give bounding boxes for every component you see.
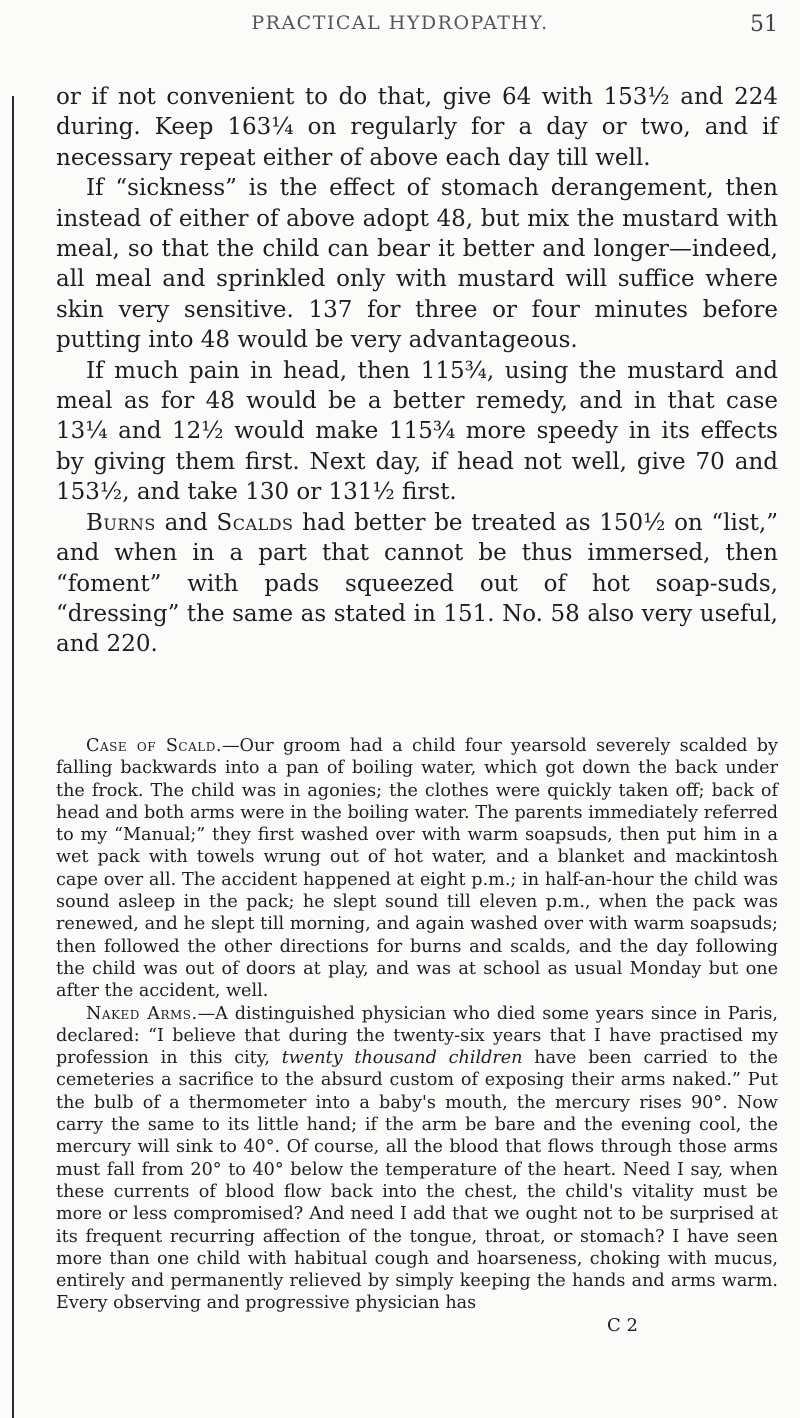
page-edge-rule: [12, 96, 14, 1418]
naked-arms-heading: Naked Arms.: [86, 1003, 198, 1024]
and-connector: and: [155, 509, 217, 536]
case-of-scald-heading: Case of Scald.: [86, 736, 222, 756]
naked-arms-emphasis: twenty thousand children: [281, 1048, 523, 1069]
burns-scalds-text: had better be treated as 150½ on “list,” and when in a part that cannot be thus immersed, then “foment” with pads squeezed out of hot soap-suds, “dressing” the same as stated in 151. No. 58 also very useful, and 220.: [56, 509, 778, 658]
naked-arms-text-1: —A distinguished physician who died some years since in Paris, declared: “I believe that during the twenty-six years that I have practised my profession in this city,: [56, 1003, 778, 1069]
page-header: [0, 12, 800, 52]
burns-heading: Burns: [86, 509, 156, 536]
paragraph-continuation: or if not convenient to do that, give 64 with 153½ and 224 during. Keep 163¼ on regularly for a day or two, and if necessary repeat either of above each day till well.: [56, 84, 778, 171]
case-of-scald-paragraph: [56, 735, 778, 1003]
small-print-section: [56, 735, 778, 1337]
naked-arms-text-2: have been carried to the cemeteries a sacrifice to the absurd custom of exposing their arms naked.” Put the bulb of a thermometer into a baby's mouth, the mercury rises 90°. Now carry the same to its little hand; if the arm be bare and the evening cool, the mercury will sink to 40°. Of course, all the blood that flows through those arms must fall from 20° to 40° below the temperature of the heart. Need I say, when these currents of blood flow back into the chest, the child's vitality must be more or less compromised? And need I add that we ought not to be surprised at its frequent recurring affection of the tongue, throat, or stomach? I have seen more than one child with habitual cough and hoarseness, choking with mucus, entirely and permanently relieved by simply keeping the hands and arms warm. Every observing and progressive physician has: [56, 1048, 778, 1314]
paragraph-head-pain: If much pain in head, then 115¾, using the mustard and meal as for 48 would be a better remedy, and in that case 13¼ and 12½ would make 115¾ more speedy in its effects by giving them first. Next day, if head not well, give 70 and 153½, and take 130 or 131½ first.: [56, 357, 778, 506]
case-of-scald-text: —Our groom had a child four yearsold severely scalded by falling backwards into a pan of boiling water, which got down the back under the frock. The child was in agonies; the clothes were quickly taken off; back of head and both arms were in the boiling water. The parents immediately referred to my “Manual;” they first washed over with warm soapsuds, then put him in a wet pack with towels wrung out of hot water, and a blanket and mackintosh cape over all. The accident happened at eight p.m.; in half-an-hour the child was sound asleep in the pack; he slept sound till eleven p.m., when the pack was renewed, and he slept till morning, and again washed over with warm soapsuds; then followed the other directions for burns and scalds, and the day following the child was out of doors at play, and was at school as usual Monday but one after the accident, well.: [56, 736, 778, 1002]
naked-arms-paragraph: [56, 1003, 778, 1315]
paragraph-sickness: If “sickness” is the effect of stomach derangement, then instead of either of above adopt 48, but mix the mustard with meal, so that the child can bear it better and longer—indeed, all meal and sprinkled only with mustard will suffice where skin very sensitive. 137 for three or four minutes before putting into 48 would be very advantageous.: [56, 175, 778, 354]
scalds-heading: Scalds: [216, 509, 294, 536]
running-head: PRACTICAL HYDROPATHY.: [251, 12, 549, 34]
main-text: [56, 82, 778, 660]
paragraph-burns-scalds: [56, 508, 778, 660]
page-number: 51: [750, 12, 778, 37]
signature-mark: C 2: [607, 1314, 638, 1336]
